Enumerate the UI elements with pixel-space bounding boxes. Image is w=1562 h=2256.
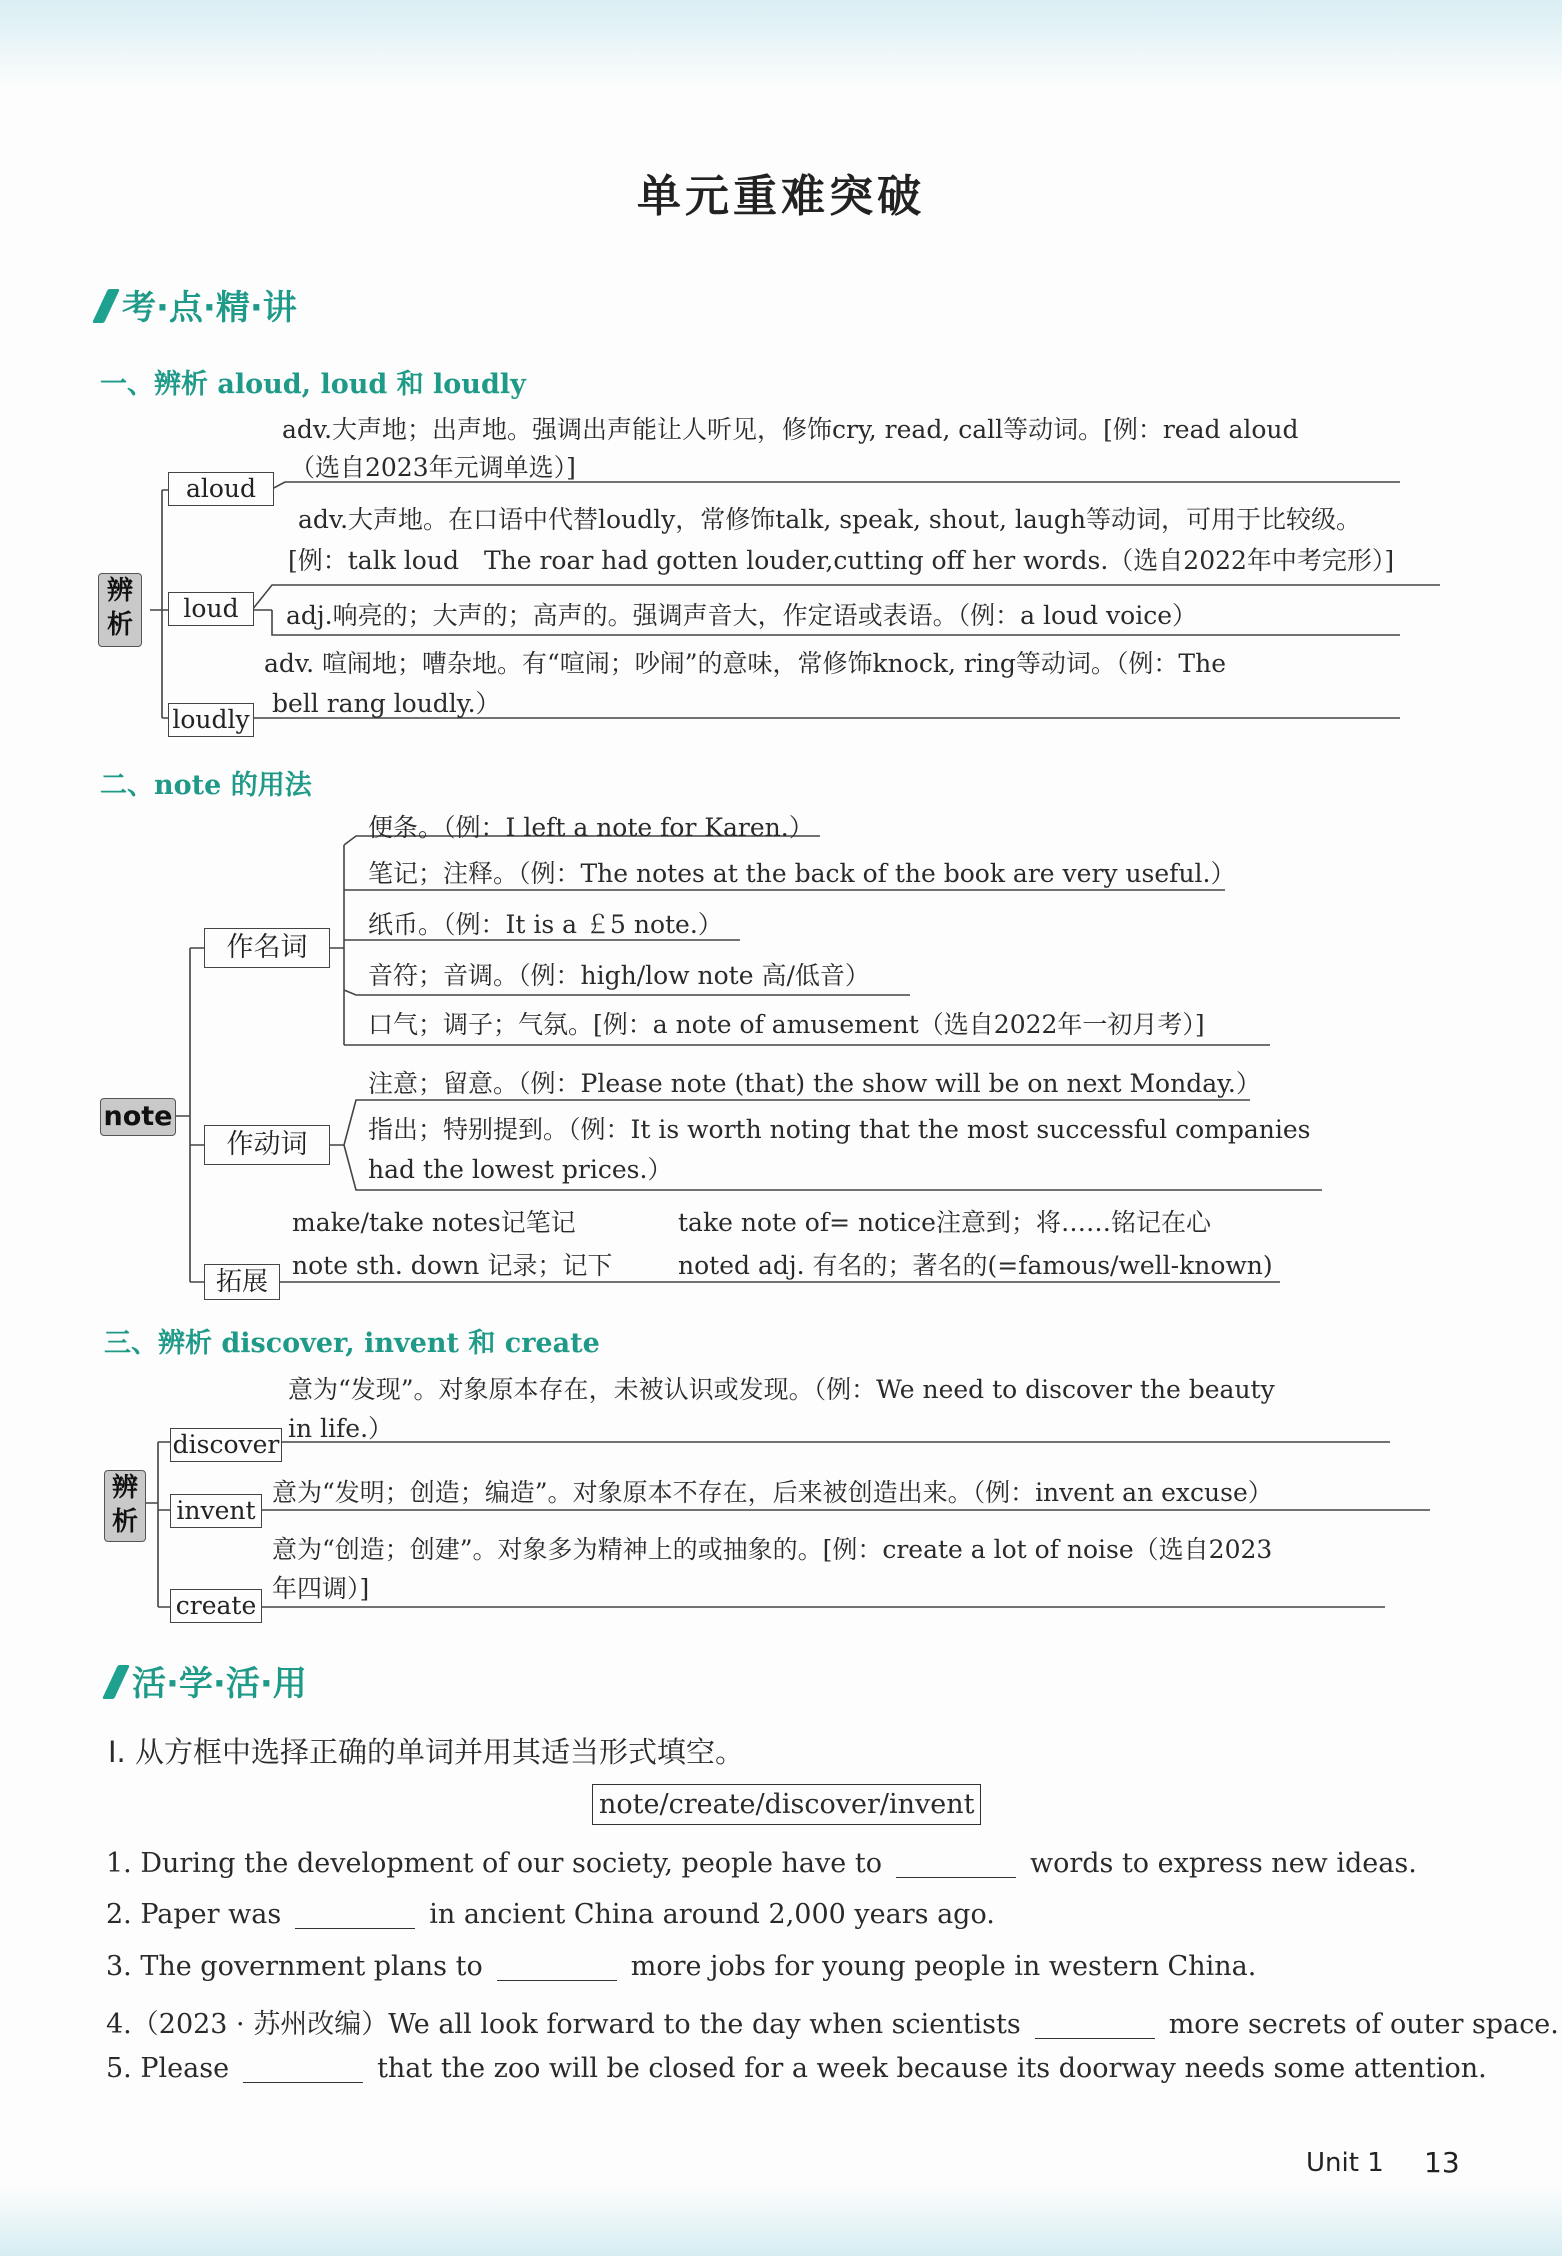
part1-root-box: 辨析 <box>98 573 142 647</box>
loud-box: loud <box>168 592 254 626</box>
loud-line1: adv.大声地。在口语中代替loudly，常修饰talk, speak, shout, laugh等动词，可用于比较级。 <box>298 505 1361 534</box>
noun-item-2: 笔记；注释。（例：The notes at the back of the book are very useful.） <box>368 859 1236 888</box>
part3-root-box: 辨析 <box>104 1470 146 1542</box>
question-5-text-a: 5. Please <box>106 2053 230 2084</box>
aloud-line2: （选自2023年元调单选）] <box>290 453 576 482</box>
ext-box: 拓展 <box>204 1264 280 1300</box>
question-4 <box>106 2002 1559 2041</box>
noun-box: 作名词 <box>204 928 330 968</box>
invent-line1: 意为“发明；创造；编造”。对象原本不存在，后来被创造出来。（例：invent an excuse） <box>272 1478 1273 1507</box>
loud-line2: [例：talk loud The roar had gotten louder,cutting off her words.（选自2022年中考完形）] <box>288 546 1395 575</box>
question-5 <box>106 2053 1487 2084</box>
page-title: 单元重难突破 <box>637 171 925 222</box>
verb-box: 作动词 <box>204 1125 330 1165</box>
noun-item-4: 音符；音调。（例：high/low note 高/低音） <box>368 961 870 990</box>
question-3 <box>106 1951 1256 1982</box>
part2-heading: 二、note 的用法 <box>100 770 312 801</box>
answer-blank-3[interactable] <box>497 1952 617 1981</box>
discover-box: discover <box>170 1428 282 1462</box>
verb-item-3: had the lowest prices.） <box>368 1155 673 1184</box>
section-heading-2 <box>110 1656 307 1705</box>
question-3-text-b: more jobs for young people in western China. <box>630 1951 1257 1982</box>
loudly-line1: adv. 喧闹地；嘈杂地。有“喧闹；吵闹”的意味，常修饰knock, ring等动词。（例：The <box>264 649 1226 678</box>
loudly-line2: bell rang loudly.） <box>272 689 501 718</box>
footer-unit: Unit 1 <box>1306 2148 1384 2178</box>
page-number: 13 <box>1424 2146 1460 2179</box>
question-1-text-a: 1. During the development of our society, people have to <box>106 1848 882 1879</box>
question-3-text-a: 3. The government plans to <box>106 1951 483 1982</box>
invent-box: invent <box>170 1494 262 1528</box>
answer-blank-5[interactable] <box>243 2054 363 2083</box>
aloud-box: aloud <box>168 472 274 506</box>
aloud-line1: adv.大声地；出声地。强调出声能让人听见，修饰cry, read, call等动词。[例：read aloud <box>282 415 1299 444</box>
question-2-text-a: 2. Paper was <box>106 1899 282 1930</box>
question-4-text-b: more secrets of outer space. <box>1168 2009 1559 2040</box>
noun-item-3: 纸币。（例：It is a ￡5 note.） <box>368 910 723 939</box>
section-1-label: 考·点·精·讲 <box>122 288 297 328</box>
question-1-text-b: words to express new ideas. <box>1029 1848 1417 1879</box>
verb-item-2: 指出；特别提到。（例：It is worth noting that the most successful companies <box>368 1115 1311 1144</box>
question-4-text-a: 4.（2023 · 苏州改编）We all look forward to the day when scientists <box>106 2009 1021 2040</box>
create-line2: 年四调）] <box>272 1574 370 1603</box>
discover-line1: 意为“发现”。对象原本存在，未被认识或发现。（例：We need to discover the beauty <box>288 1375 1275 1404</box>
create-box: create <box>170 1589 262 1623</box>
create-line1: 意为“创造；创建”。对象多为精神上的或抽象的。[例：create a lot of noise（选自2023 <box>272 1535 1273 1564</box>
question-2-text-b: in ancient China around 2,000 years ago. <box>429 1899 995 1930</box>
answer-blank-1[interactable] <box>896 1849 1016 1878</box>
discover-line2: in life.） <box>288 1414 394 1443</box>
section-2-label: 活·学·活·用 <box>132 1664 307 1704</box>
noun-item-5: 口气；调子；气氛。[例：a note of amusement（选自2022年一初月考）] <box>368 1010 1205 1039</box>
ext-b1: note sth. down 记录；记下 <box>292 1251 613 1280</box>
part3-heading: 三、辨析 discover, invent 和 create <box>104 1328 600 1359</box>
question-2 <box>106 1899 995 1930</box>
answer-blank-4[interactable] <box>1035 2010 1155 2039</box>
question-5-text-b: that the zoo will be closed for a week because its doorway needs some attention. <box>377 2053 1487 2084</box>
ext-b2: noted adj. 有名的；著名的(=famous/well-known) <box>678 1251 1273 1280</box>
ext-a2: take note of= notice注意到；将……铭记在心 <box>678 1208 1211 1237</box>
word-box: note/create/discover/invent <box>592 1784 981 1825</box>
note-root-box: note <box>100 1098 176 1136</box>
loudly-box: loudly <box>168 703 254 737</box>
question-1 <box>106 1848 1417 1879</box>
verb-item-1: 注意；留意。（例：Please note (that) the show will be on next Monday.） <box>368 1069 1261 1098</box>
noun-item-1: 便条。（例：I left a note for Karen.） <box>368 813 814 842</box>
answer-blank-2[interactable] <box>295 1900 415 1929</box>
part1-heading: 一、辨析 aloud, loud 和 loudly <box>100 369 526 400</box>
exercise-instruction: Ⅰ. 从方框中选择正确的单词并用其适当形式填空。 <box>108 1735 744 1769</box>
loud-line3: adj.响亮的；大声的；高声的。强调声音大，作定语或表语。（例：a loud voice） <box>286 601 1198 630</box>
ext-a1: make/take notes记笔记 <box>292 1208 576 1237</box>
